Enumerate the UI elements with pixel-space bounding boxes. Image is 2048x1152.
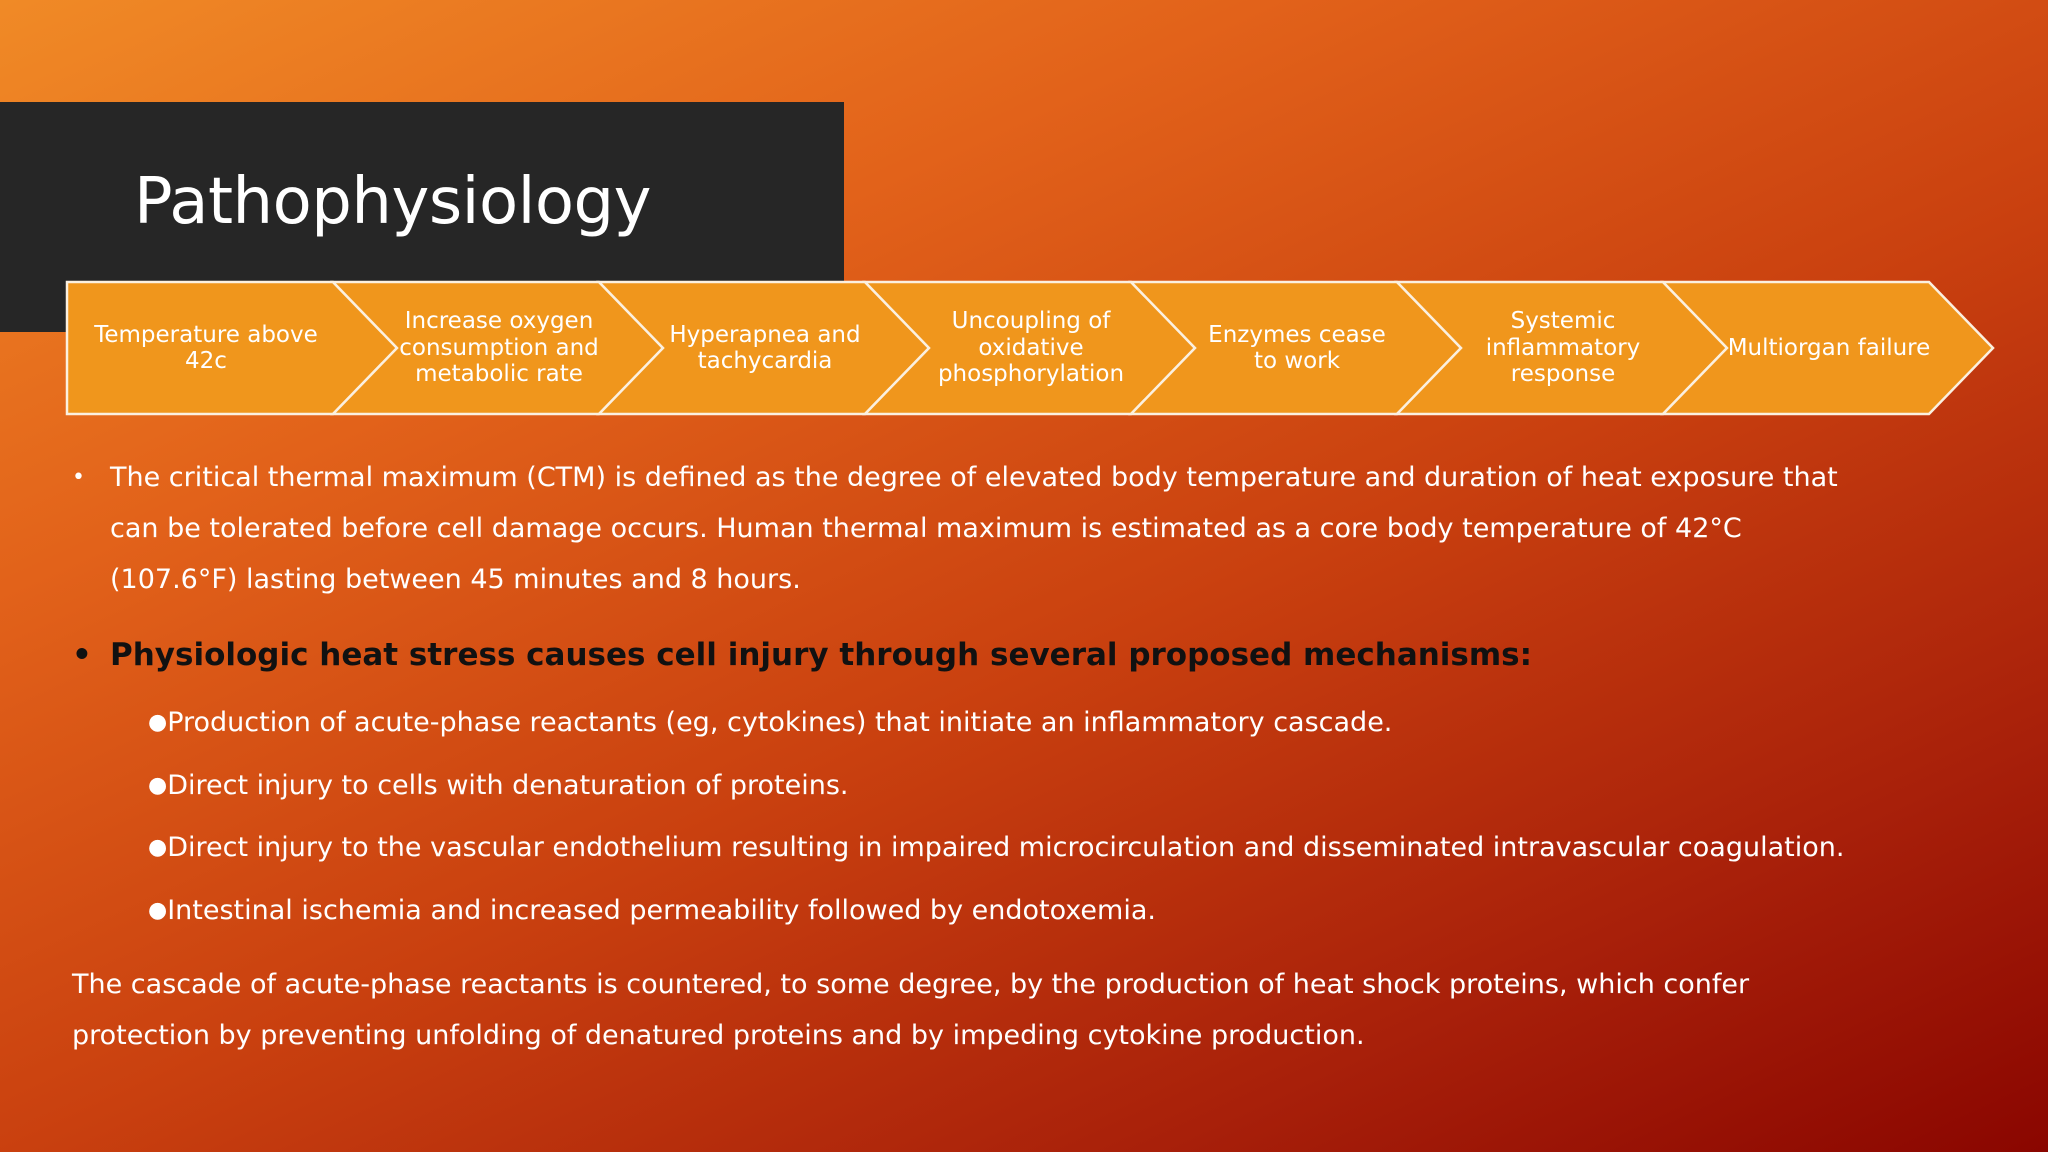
- mechanism-text: Intestinal ischemia and increased permeability followed by endotoxemia.: [167, 894, 1156, 926]
- sub-bullet-marker: ●: [148, 772, 168, 798]
- mechanism-text: Production of acute-phase reactants (eg, cytokines) that initiate an inflammatory cascade.: [167, 707, 1393, 738]
- bullet-mechanisms-text: Physiologic heat stress causes cell injury through several proposed mechanisms:: [110, 637, 1533, 673]
- closing-paragraph: The cascade of acute-phase reactants is countered, to some degree, by the production of heat shock proteins, which confer protection by preventing unfolding of denatured proteins and by impeding cytokine production.: [72, 969, 1750, 1051]
- list-item: [148, 825, 1998, 888]
- bullet-ctm-text: The critical thermal maximum (CTM) is defined as the degree of elevated body temperature and duration of heat exposure that can be tolerated before cell damage occurs. Human thermal maximum is estimated as a core body temperature of 42°C (107.6°F) lasting between 45 minutes and 8 hours.: [110, 462, 1838, 595]
- list-item: [148, 700, 1998, 763]
- mechanism-list: [148, 700, 1998, 950]
- bullet-marker: •: [72, 465, 85, 490]
- bullet-mechanisms: [72, 633, 1872, 677]
- slide-title: Pathophysiology: [134, 165, 652, 239]
- list-item: [148, 763, 1998, 826]
- list-item: [148, 888, 1998, 951]
- process-step-label: Multiorgan failure: [1727, 334, 1931, 361]
- sub-bullet-marker: ●: [148, 710, 168, 735]
- process-step-label: Increase oxygen consumption and metabolic rate: [399, 308, 599, 388]
- bullet-marker: •: [72, 637, 92, 673]
- mechanism-text: Direct injury to cells with denaturation of proteins.: [167, 769, 849, 801]
- bullet-ctm: [72, 452, 1872, 605]
- process-step-label: Uncoupling of oxidative phosphorylation: [937, 308, 1125, 388]
- process-step-label: Systemic inflammatory response: [1485, 308, 1641, 388]
- process-step-label: Temperature above 42c: [94, 321, 318, 374]
- process-step-label: Hyperapnea and tachycardia: [669, 321, 861, 374]
- sub-bullet-marker: ●: [148, 897, 168, 923]
- mechanism-text: Direct injury to the vascular endothelium resulting in impaired microcirculation and disseminated intravascular coagulation.: [167, 832, 1845, 863]
- process-step-label: Enzymes cease to work: [1208, 321, 1386, 374]
- sub-bullet-marker: ●: [148, 835, 168, 860]
